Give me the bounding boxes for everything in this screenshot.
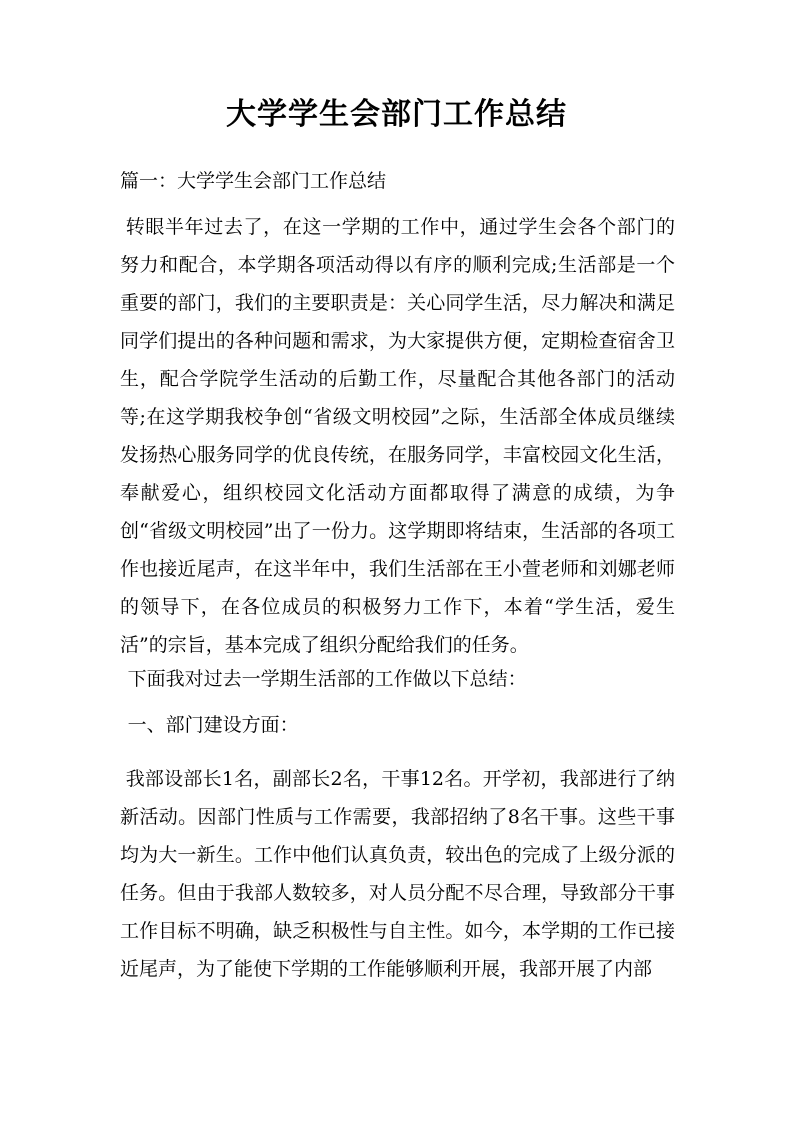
section-heading-department: 一、部门建设方面： [127, 714, 299, 736]
summary-intro-line: 下面我对过去一学期生活部的工作做以下总结： [127, 668, 527, 690]
paragraph-intro: 转眼半年过去了，在这一学期的工作中，通过学生会各个部门的努力和配合，本学期各项活动得以有序的顺利完成;生活部是一个重要的部门，我们的主要职责是：关心同学生活，尽力解决和满足同学们提出的各种问题和需求，为大家提供方便，定期检查宿舍卫生，配合学院学生活动的后勤工作，尽量配合其他各部门的活动等;在这学期我校争创“省级文明校园”之际，生活部全体成员继续发扬热心服务同学的优良传统，在服务同学，丰富校园文化生活，奉献爱心，组织校园文化活动方面都取得了满意的成绩，为争创“省级文明校园”出了一份力。这学期即将结束，生活部的各项工作也接近尾声，在这半年中，我们生活部在王小萱老师和刘娜老师的领导下，在各位成员的积极努力工作下，本着“学生活，爱生活”的宗旨，基本完成了组织分配给我们的任务。 [120, 216, 675, 656]
paragraph-department: 我部设部长1名，副部长2名，干事12名。开学初，我部进行了纳新活动。因部门性质与工作需要，我部招纳了8名干事。这些干事均为大一新生。工作中他们认真负责，较出色的完成了上级分派的任务。但由于我部人数较多，对人员分配不尽合理，导致部分干事工作目标不明确，缺乏积极性与自主性。如今，本学期的工作已接近尾声，为了能使下学期的工作能够顺利开展，我部开展了内部 [120, 768, 675, 980]
document-title: 大学学生会部门工作总结 [226, 97, 567, 132]
document-subtitle: 篇一：大学学生会部门工作总结 [120, 170, 387, 192]
